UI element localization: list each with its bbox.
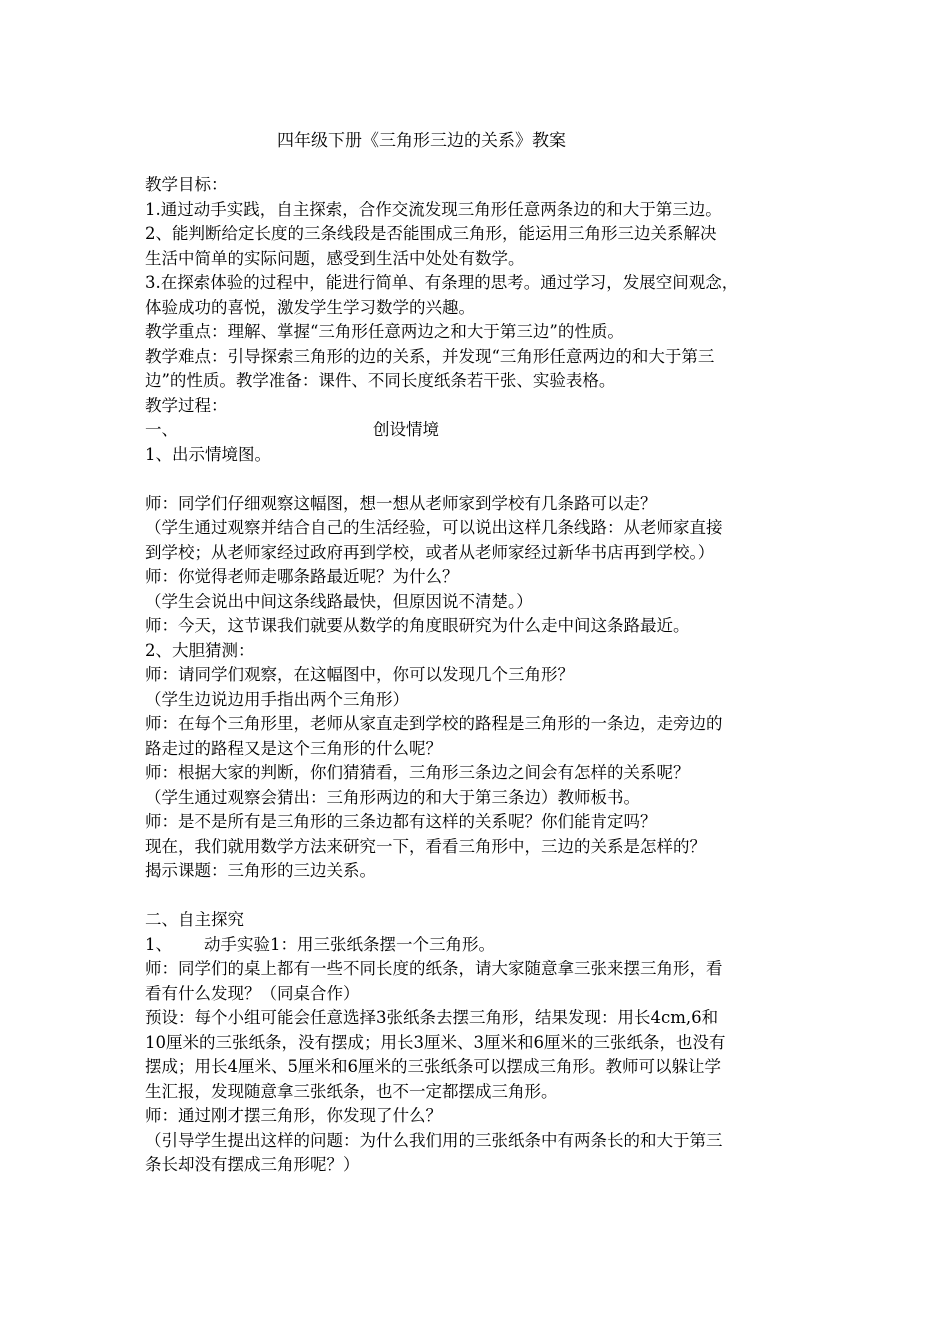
paragraph-line: 条长却没有摆成三角形呢？）: [145, 1155, 360, 1174]
blank-line: [145, 884, 815, 909]
paragraph-line: 师：通过刚才摆三角形，你发现了什么？: [145, 1106, 442, 1125]
paragraph-line: 二、自主探究: [145, 910, 244, 929]
paragraph-line: 摆成；用长4厘米、5厘米和6厘米的三张纸条可以摆成三角形。教师可以躲让学: [145, 1057, 721, 1076]
paragraph-line: 边”的性质。教学准备：课件、不同长度纸条若干张、实验表格。: [145, 371, 616, 390]
paragraph-line: 预设：每个小组可能会任意选择3张纸条去摆三角形，结果发现：用长4cm,6和: [145, 1008, 719, 1027]
paragraph-line: 生活中简单的实际问题，感受到生活中处处有数学。: [145, 248, 525, 268]
experiment-one: 动手实验1：用三张纸条摆一个三角形。: [204, 934, 495, 954]
item-number: 1、: [145, 934, 172, 954]
paragraph-line: 教学过程：: [145, 395, 228, 415]
paragraph-line: 到学校；从老师家经过政府再到学校，或者从老师家经过新华书店再到学校。）: [145, 542, 715, 562]
paragraph-line: 揭示课题：三角形的三边关系。: [145, 861, 376, 880]
paragraph-line: 师：同学们的桌上都有一些不同长度的纸条，请大家随意拿三张来摆三角形，看: [145, 959, 723, 978]
paragraph-line: 体验成功的喜悦，激发学生学习数学的兴趣。: [145, 297, 475, 317]
paragraph-line: （学生通过观察并结合自己的生活经验，可以说出这样几条线路：从老师家直接: [145, 518, 723, 537]
document-body: [145, 173, 815, 1178]
paragraph-line: （学生会说出中间这条线路最快，但原因说不清楚。）: [145, 591, 533, 611]
paragraph-line: 看有什么发现？（同桌合作）: [145, 983, 360, 1003]
paragraph-line: 2、大胆猜测：: [145, 640, 255, 660]
paragraph-line: （引导学生提出这样的问题：为什么我们用的三张纸条中有两条长的和大于第三: [145, 1130, 723, 1150]
paragraph-line: 2、能判断给定长度的三条线段是否能围成三角形，能运用三角形三边关系解决: [145, 224, 717, 243]
paragraph-line: 3.在探索体验的过程中，能进行简单、有条理的思考。通过学习，发展空间观念，: [145, 273, 739, 292]
blank-line: [145, 467, 815, 492]
paragraph-line: 教学目标：: [145, 175, 228, 194]
paragraph-line: 师：根据大家的判断，你们猜猜看，三角形三条边之间会有怎样的关系呢？: [145, 763, 690, 782]
experiment-line: [145, 933, 815, 958]
paragraph-line: 现在，我们就用数学方法来研究一下，看看三角形中，三边的关系是怎样的？: [145, 836, 706, 856]
paragraph-line: 路走过的路程又是这个三角形的什么呢？: [145, 738, 442, 758]
paragraph-line: 10厘米的三张纸条，没有摆成；用长3厘米、3厘米和6厘米的三张纸条，也没有: [145, 1032, 726, 1052]
paragraph-line: 教学重点：理解、掌握“三角形任意两边之和大于第三边”的性质。: [145, 322, 624, 341]
paragraph-line: （学生通过观察会猜出：三角形两边的和大于第三条边）教师板书。: [145, 787, 640, 807]
paragraph-line: 1.通过动手实践，自主探索，合作交流发现三角形任意两条边的和大于第三边。: [145, 199, 722, 219]
section-number: 一、: [145, 420, 178, 439]
paragraph-line: 师：是不是所有是三角形的三条边都有这样的关系呢？你们能肯定吗？: [145, 812, 657, 831]
paragraph-line: 师：同学们仔细观察这幅图，想一想从老师家到学校有几条路可以走？: [145, 493, 657, 513]
paragraph-line: 师：今天，这节课我们就要从数学的角度眼研究为什么走中间这条路最近。: [145, 616, 690, 635]
section-heading-line: [145, 418, 815, 443]
paragraph-line: 师：在每个三角形里，老师从家直走到学校的路程是三角形的一条边，走旁边的: [145, 714, 723, 733]
paragraph-line: （学生边说边用手指出两个三角形）: [145, 689, 409, 709]
paragraph-line: 教学难点：引导探索三角形的边的关系，并发现“三角形任意两边的和大于第三: [145, 346, 715, 366]
section-one-heading: 创设情境: [373, 420, 439, 439]
paragraph-line: 师：你觉得老师走哪条路最近呢？为什么？: [145, 567, 459, 586]
document-title: 四年级下册《三角形三边的关系》教案: [277, 131, 566, 151]
paragraph-line: 师：请同学们观察，在这幅图中，你可以发现几个三角形？: [145, 665, 574, 684]
paragraph-line: 1、出示情境图。: [145, 444, 271, 464]
paragraph-line: 生汇报，发现随意拿三张纸条，也不一定都摆成三角形。: [145, 1081, 558, 1101]
